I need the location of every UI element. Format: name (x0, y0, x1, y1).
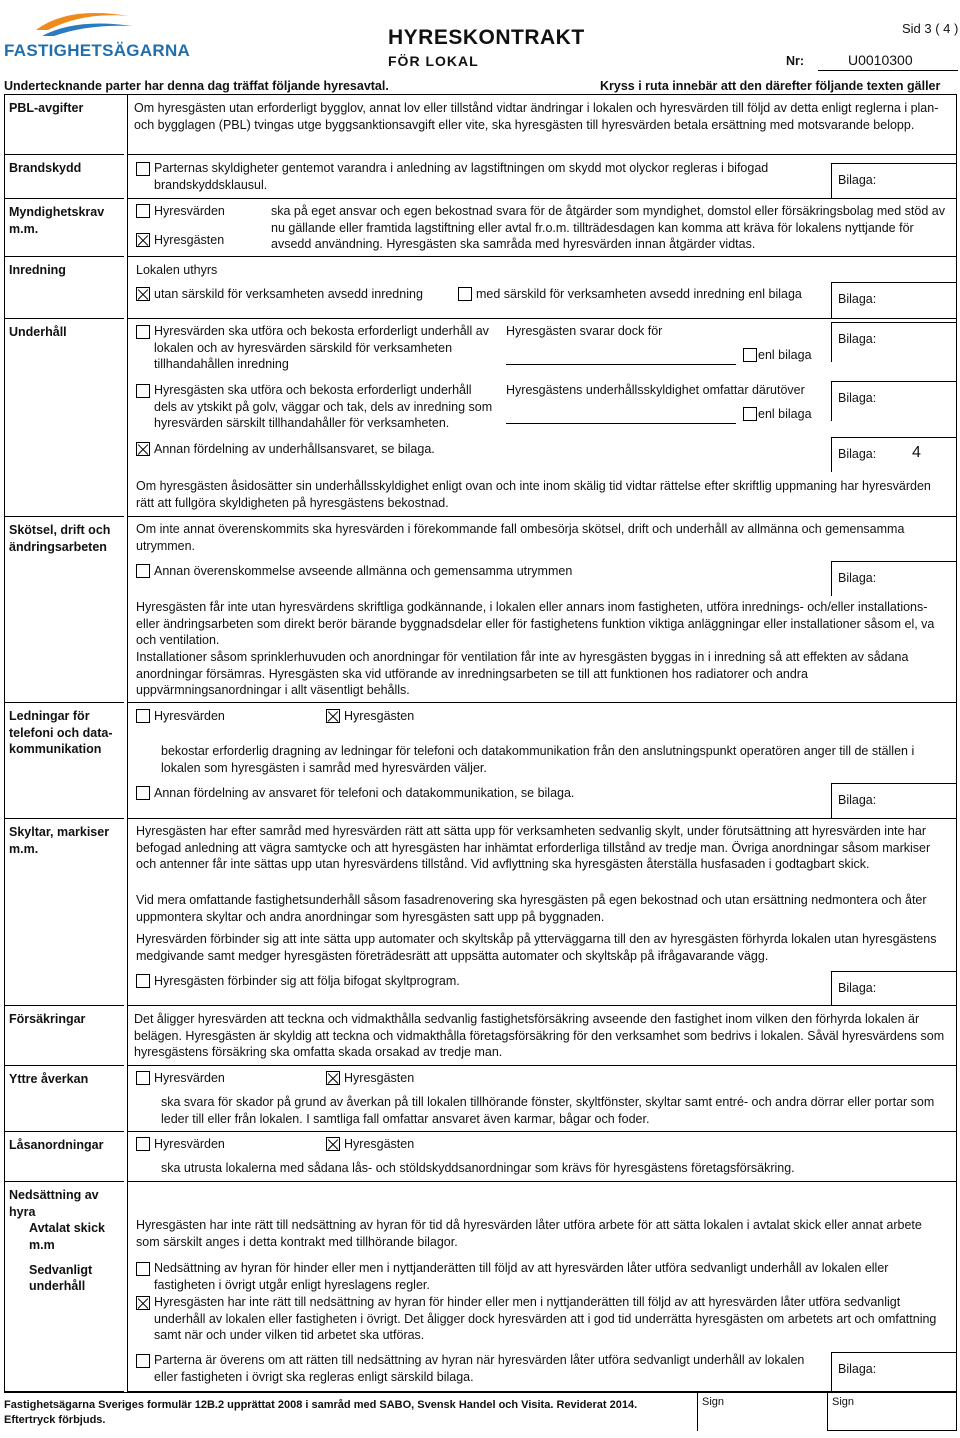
utan-inredning-checkbox[interactable] (136, 287, 150, 301)
option-label: Hyresgästen (154, 233, 225, 247)
bilaga-box (831, 561, 956, 596)
ingen-nedsattning-checkbox[interactable] (136, 1296, 150, 1310)
yttre-averkan-text: ska svara för skador på grund av åverkan på till lokalen tillhörande fönster, skyltfönster, skyltar samt entré- och andra dörrar eller portar som leder till eller från lokalen. I samtliga fall omfattar ansvaret även karmar, bågar och foder. (161, 1095, 935, 1126)
underhall-option-3: Annan fördelning av underhållsansvaret, se bilaga. (154, 442, 435, 456)
section-label-inredning: Inredning (4, 257, 124, 319)
underhall-option-2-right: Hyresgästens underhållsskyldighet omfattar därutöver (506, 383, 805, 397)
bilaga-label: Bilaga: (838, 981, 877, 995)
brandskydd-checkbox[interactable] (136, 162, 150, 176)
underhall-field-2[interactable] (506, 420, 736, 424)
sarskild-bilaga-checkbox[interactable] (136, 1354, 150, 1368)
hyresvarden-checkbox[interactable] (136, 1137, 150, 1151)
hyresgasten-underhall-checkbox[interactable] (136, 384, 150, 398)
underhall-text: Om hyresgästen åsidosätter sin underhållsskyldighet enligt ovan och inte inom skälig tid vidtar rättelse efter skriftlig uppmaning har hyresvärden rätt att fullgöra skyldigheten på hyresgästens bekostnad. (136, 479, 931, 510)
section-lasanordningar (127, 1132, 957, 1182)
bilaga-box (831, 1352, 956, 1392)
inredning-intro: Lokalen uthyrs (136, 263, 218, 277)
bilaga-box (831, 971, 956, 1006)
section-ledningar (127, 703, 957, 819)
bilaga-box (831, 783, 956, 818)
logo-mark-icon (28, 4, 138, 44)
option-label: med särskild för verksamheten avsedd inredning enl bilaga (476, 287, 802, 301)
bilaga-box (831, 282, 956, 318)
option-label: Annan fördelning av ansvaret för telefoni och datakommunikation, se bilaga. (154, 786, 575, 800)
option-label: Annan överenskommelse avseende allmänna och gemensamma utrymmen (154, 564, 573, 578)
section-forsakringar (127, 1006, 957, 1066)
section-yttre-averkan (127, 1066, 957, 1132)
nedsattning-label: Nedsättning av hyra (9, 1188, 99, 1219)
option-label: Hyresgästen (344, 709, 415, 723)
hyresgasten-checkbox[interactable] (326, 709, 340, 723)
option-label: Hyresvärden (154, 1137, 225, 1151)
section-skotsel (127, 517, 957, 703)
section-myndighetskrav (127, 199, 957, 257)
underhall-option-2: Hyresgästen ska utföra och bekosta erforderligt underhåll dels av ytskikt på golv, väggar och tak, dels av inredning som hyresvärden särskilt tillhandahåller för verksamheten. (154, 383, 493, 431)
bilaga-label: Bilaga: (838, 391, 877, 405)
option-label: Hyresvärden (154, 709, 225, 723)
nedsattning-text-1: Hyresgästen har inte rätt till nedsättning av hyran för tid då hyresvärden låter utföra arbete för att sätta lokalen i avtalat skick eller annat arbete som särskilt anges i detta kontrakt med tillhörande bilagor. (136, 1218, 922, 1249)
underhall-option-1-right: Hyresgästen svarar dock för (506, 324, 663, 338)
nedsattning-option-1: Nedsättning av hyran för hinder eller men i nyttjanderätten till följd av att hyresvärden låter utföra sedvanligt underhåll av lokalen eller fastigheten i övrigt utgår enligt hyreslagens regler. (154, 1261, 889, 1292)
option-label: Hyresgästen (344, 1137, 415, 1151)
nedsattning-sub-underhall: Sedvanligt underhåll (29, 1262, 93, 1294)
bilaga-label: Bilaga: (838, 571, 877, 585)
document-title: HYRESKONTRAKT (388, 26, 585, 49)
section-pbl (127, 95, 957, 155)
annan-fordelning-telefoni-checkbox[interactable] (136, 786, 150, 800)
section-underhall (127, 319, 957, 517)
bilaga-label: Bilaga: (838, 447, 877, 461)
lasanordningar-text: ska utrusta lokalerna med sådana lås- och stöldskyddsanordningar som krävs för hyresgästens företagsförsäkring. (161, 1161, 795, 1175)
logo-text: FASTIGHETSÄGARNA (4, 41, 191, 60)
nedsattning-option-2: Hyresgästen har inte rätt till nedsättning av hyran för hinder eller men i nyttjanderätten till följd av att hyresvärden låter utföra sedvanligt underhåll av lokalen eller fastigheten i övrigt. Det åligger dock hyresvärden att i god tid underrätta hyresgästen om arbetets art och omfattning samt när och under vilken tid arbetet ska utföras. (154, 1295, 937, 1343)
ledningar-text: bekostar erforderlig dragning av ledningar för telefoni och datakommunikation från den anslutningspunkt operatören anger till de ställen i lokalen som hyresgästen i samråd med hyresvärden väljer. (161, 744, 915, 775)
sign-box-2[interactable] (827, 1393, 957, 1431)
underhall-field-1[interactable] (506, 361, 736, 365)
hyresvarden-checkbox[interactable] (136, 1071, 150, 1085)
footer (4, 1392, 957, 1432)
skotsel-text-3: Installationer såsom sprinklerhuvuden och anordningar för ventilation får inte av hyresgästen byggas in i inredning så att effekten av sådana anordningar försämras. Hyresgästen ska vid utförande av inredningsarbeten se till att funktionen hos radiatorer och andra uppvärmningsanordningar i allt väsentligt behålls. (136, 650, 909, 698)
skotsel-text-2: Hyresgästen får inte utan hyresvärdens skriftliga godkännande, i lokalen eller annars inom fastigheten, utföra inrednings- och/eller installations- eller ändringsarbeten som direkt berör bärande byggnadsdelar eller för fastighetens funktion viktiga anläggningar eller installationer såsom el, va och ventilation. (136, 600, 935, 648)
contract-nr-value: U0010300 (818, 51, 958, 71)
hyresgasten-checkbox[interactable] (326, 1071, 340, 1085)
hyresvarden-checkbox[interactable] (136, 709, 150, 723)
annan-fordelning-checkbox[interactable] (136, 442, 150, 456)
section-inredning (127, 257, 957, 319)
forsakringar-text: Det åligger hyresvärden att teckna och vidmakthålla sedvanlig fastighetsförsäkring avseende den fastighet inom vilken den förhyrda lokalen är belägen. Hyresgästen är skyldig att teckna och vidmakthålla företagsförsäkring för den verksamhet som bedrivs i lokalen. Såväl hyresvärdens som hyresgästens försäkring ska omfatta skada orsakad av tredje man. (134, 1012, 945, 1060)
section-label-pbl: PBL-avgifter (4, 95, 124, 155)
checkbox-note: Kryss i ruta innebär att den därefter följande texten gäller (600, 79, 941, 93)
skotsel-text-1: Om inte annat överenskommits ska hyresvärden i förekommande fall ombesörja skötsel, drift och underhåll av allmänna och gemensamma utrymmen. (136, 522, 905, 553)
enl-bilaga-label: enl bilaga (758, 407, 812, 421)
section-skyltar (127, 819, 957, 1006)
skyltar-text-2: Vid mera omfattande fastighetsunderhåll såsom fasadrenovering ska hyresgästen på egen bekostnad och utan ersättning nedmontera och åter uppmontera skyltar och andra anordningar som hyresgästen satt upp på byggnaden. (136, 893, 927, 924)
section-label-forsakringar: Försäkringar (4, 1006, 124, 1066)
brandskydd-text: Parternas skyldigheter gentemot varandra i anledning av lagstiftningen om skydd mot olyckor regleras i bifogad brandskyddsklausul. (154, 161, 769, 192)
underhall-option-1: Hyresvärden ska utföra och bekosta erforderligt underhåll av lokalen och av hyresvärden särskild för verksamheten tillhandahållen inredning (154, 324, 489, 372)
hyresvarden-checkbox[interactable] (136, 204, 150, 218)
logo (28, 4, 138, 44)
pbl-text: Om hyresgästen utan erforderligt bygglov, annat lov eller tillstånd vidtar ändringar i lokalen och hyresvärden till följd av detta enligt reglerna i plan- och bygglagen (PBL) tvingas utge byggsanktionsavgift eller vite, ska hyresgästen till hyresvärden betala ersättning med motsvarande belopp. (134, 101, 939, 132)
section-label-yttre-averkan: Yttre åverkan (4, 1066, 124, 1132)
section-nedsattning (127, 1182, 957, 1392)
bilaga-box (831, 322, 956, 362)
option-label: Hyresgästen (344, 1071, 415, 1085)
section-label-ledningar: Ledningar för telefoni och data-kommunikation (4, 703, 124, 819)
page-number: Sid 3 ( 4 ) (902, 21, 959, 36)
hyresgasten-checkbox[interactable] (136, 233, 150, 247)
parties-note: Undertecknande parter har denna dag träffat följande hyresavtal. (4, 79, 389, 93)
section-label-skyltar: Skyltar, markiser m.m. (4, 819, 124, 1006)
sign-label: Sign (832, 1396, 855, 1408)
footer-form-text: Fastighetsägarna Sveriges formulär 12B.2 upprättat 2008 i samråd med SABO, Svensk Handel och Visita. Reviderat 2014. (4, 1399, 638, 1411)
nedsattning-hyreslag-checkbox[interactable] (136, 1262, 150, 1276)
option-label: Hyresgästen förbinder sig att följa bifogat skyltprogram. (154, 974, 460, 988)
section-label-lasanordningar: Låsanordningar (4, 1132, 124, 1182)
bilaga-label: Bilaga: (838, 292, 877, 306)
option-label: Hyresvärden (154, 204, 225, 218)
skyltar-text-1: Hyresgästen har efter samråd med hyresvärden rätt att sätta upp för verksamheten sedvanlig skylt, under förutsättning att hyresvärden inte har befogad anledning att vägra samtycke och att hyresgästen har inhämtat erforderliga tillstånd av tredje man. Övriga anordningar såsom markiser och antenner får inte sättas upp utan hyresvärdens tillstånd. Vid avflyttning ska hyresgästen återställa husfasaden i godtagbart skick. (136, 824, 931, 872)
contract-nr-label: Nr: (786, 54, 805, 68)
bilaga-box (831, 163, 956, 198)
skyltar-text-3: Hyresvärden förbinder sig att inte sätta upp automater och skyltskåp på ytterväggarna till den av hyresgästen förhyrda lokalen utan hyresgästens medgivande samt medger hyresgästen företrädesrätt att uppsätta automater och skyltskåp på ifrågavarande vägg. (136, 932, 937, 963)
enl-bilaga-label: enl bilaga (758, 348, 812, 362)
bilaga-value: 4 (912, 444, 921, 461)
option-label: utan särskild för verksamheten avsedd inredning (154, 287, 423, 301)
sign-label: Sign (702, 1396, 725, 1408)
footer-copyright: Eftertryck förbjuds. (4, 1414, 106, 1426)
bilaga-label: Bilaga: (838, 332, 877, 346)
enl-bilaga-checkbox[interactable] (743, 407, 757, 421)
section-label-brandskydd: Brandskydd (4, 155, 124, 199)
med-inredning-checkbox[interactable] (458, 287, 472, 301)
section-label-nedsattning (4, 1182, 124, 1392)
section-brandskydd (127, 155, 957, 199)
annan-overenskommelse-checkbox[interactable] (136, 564, 150, 578)
bilaga-box (831, 381, 956, 421)
enl-bilaga-checkbox[interactable] (743, 348, 757, 362)
bilaga-label: Bilaga: (838, 1362, 877, 1376)
bilaga-label: Bilaga: (838, 793, 877, 807)
myndighetskrav-text: ska på eget ansvar och egen bekostnad svara för de åtgärder som myndighet, domstol eller försäkringsbolag med stöd av nu gällande eller framtida lagstiftning eller avtal fr.o.m. tillträdesdagen kan komma att kräva för lokalens nyttjande för avsedd användning. Hyresgästen ska samråda med hyresvärden innan åtgärder vidtas. (271, 204, 945, 252)
skyltprogram-checkbox[interactable] (136, 974, 150, 988)
document-subtitle: FÖR LOKAL (388, 53, 479, 69)
section-label-underhall: Underhåll (4, 319, 124, 517)
hyresgasten-checkbox[interactable] (326, 1137, 340, 1151)
nedsattning-sub-avtalat: Avtalat skick m.m (29, 1221, 105, 1252)
section-label-skotsel: Skötsel, drift och ändringsarbeten (4, 517, 124, 703)
option-label: Hyresvärden (154, 1071, 225, 1085)
bilaga-label: Bilaga: (838, 173, 877, 187)
hyresvarden-underhall-checkbox[interactable] (136, 325, 150, 339)
section-label-myndighetskrav: Myndighetskrav m.m. (4, 199, 124, 257)
nedsattning-option-3: Parterna är överens om att rätten till nedsättning av hyran när hyresvärden låter utföra sedvanligt underhåll av lokalen eller fastigheten i övrigt ska regleras enligt särskild bilaga. (154, 1353, 805, 1384)
sign-box-1[interactable] (697, 1393, 827, 1431)
bilaga-box (831, 437, 956, 472)
